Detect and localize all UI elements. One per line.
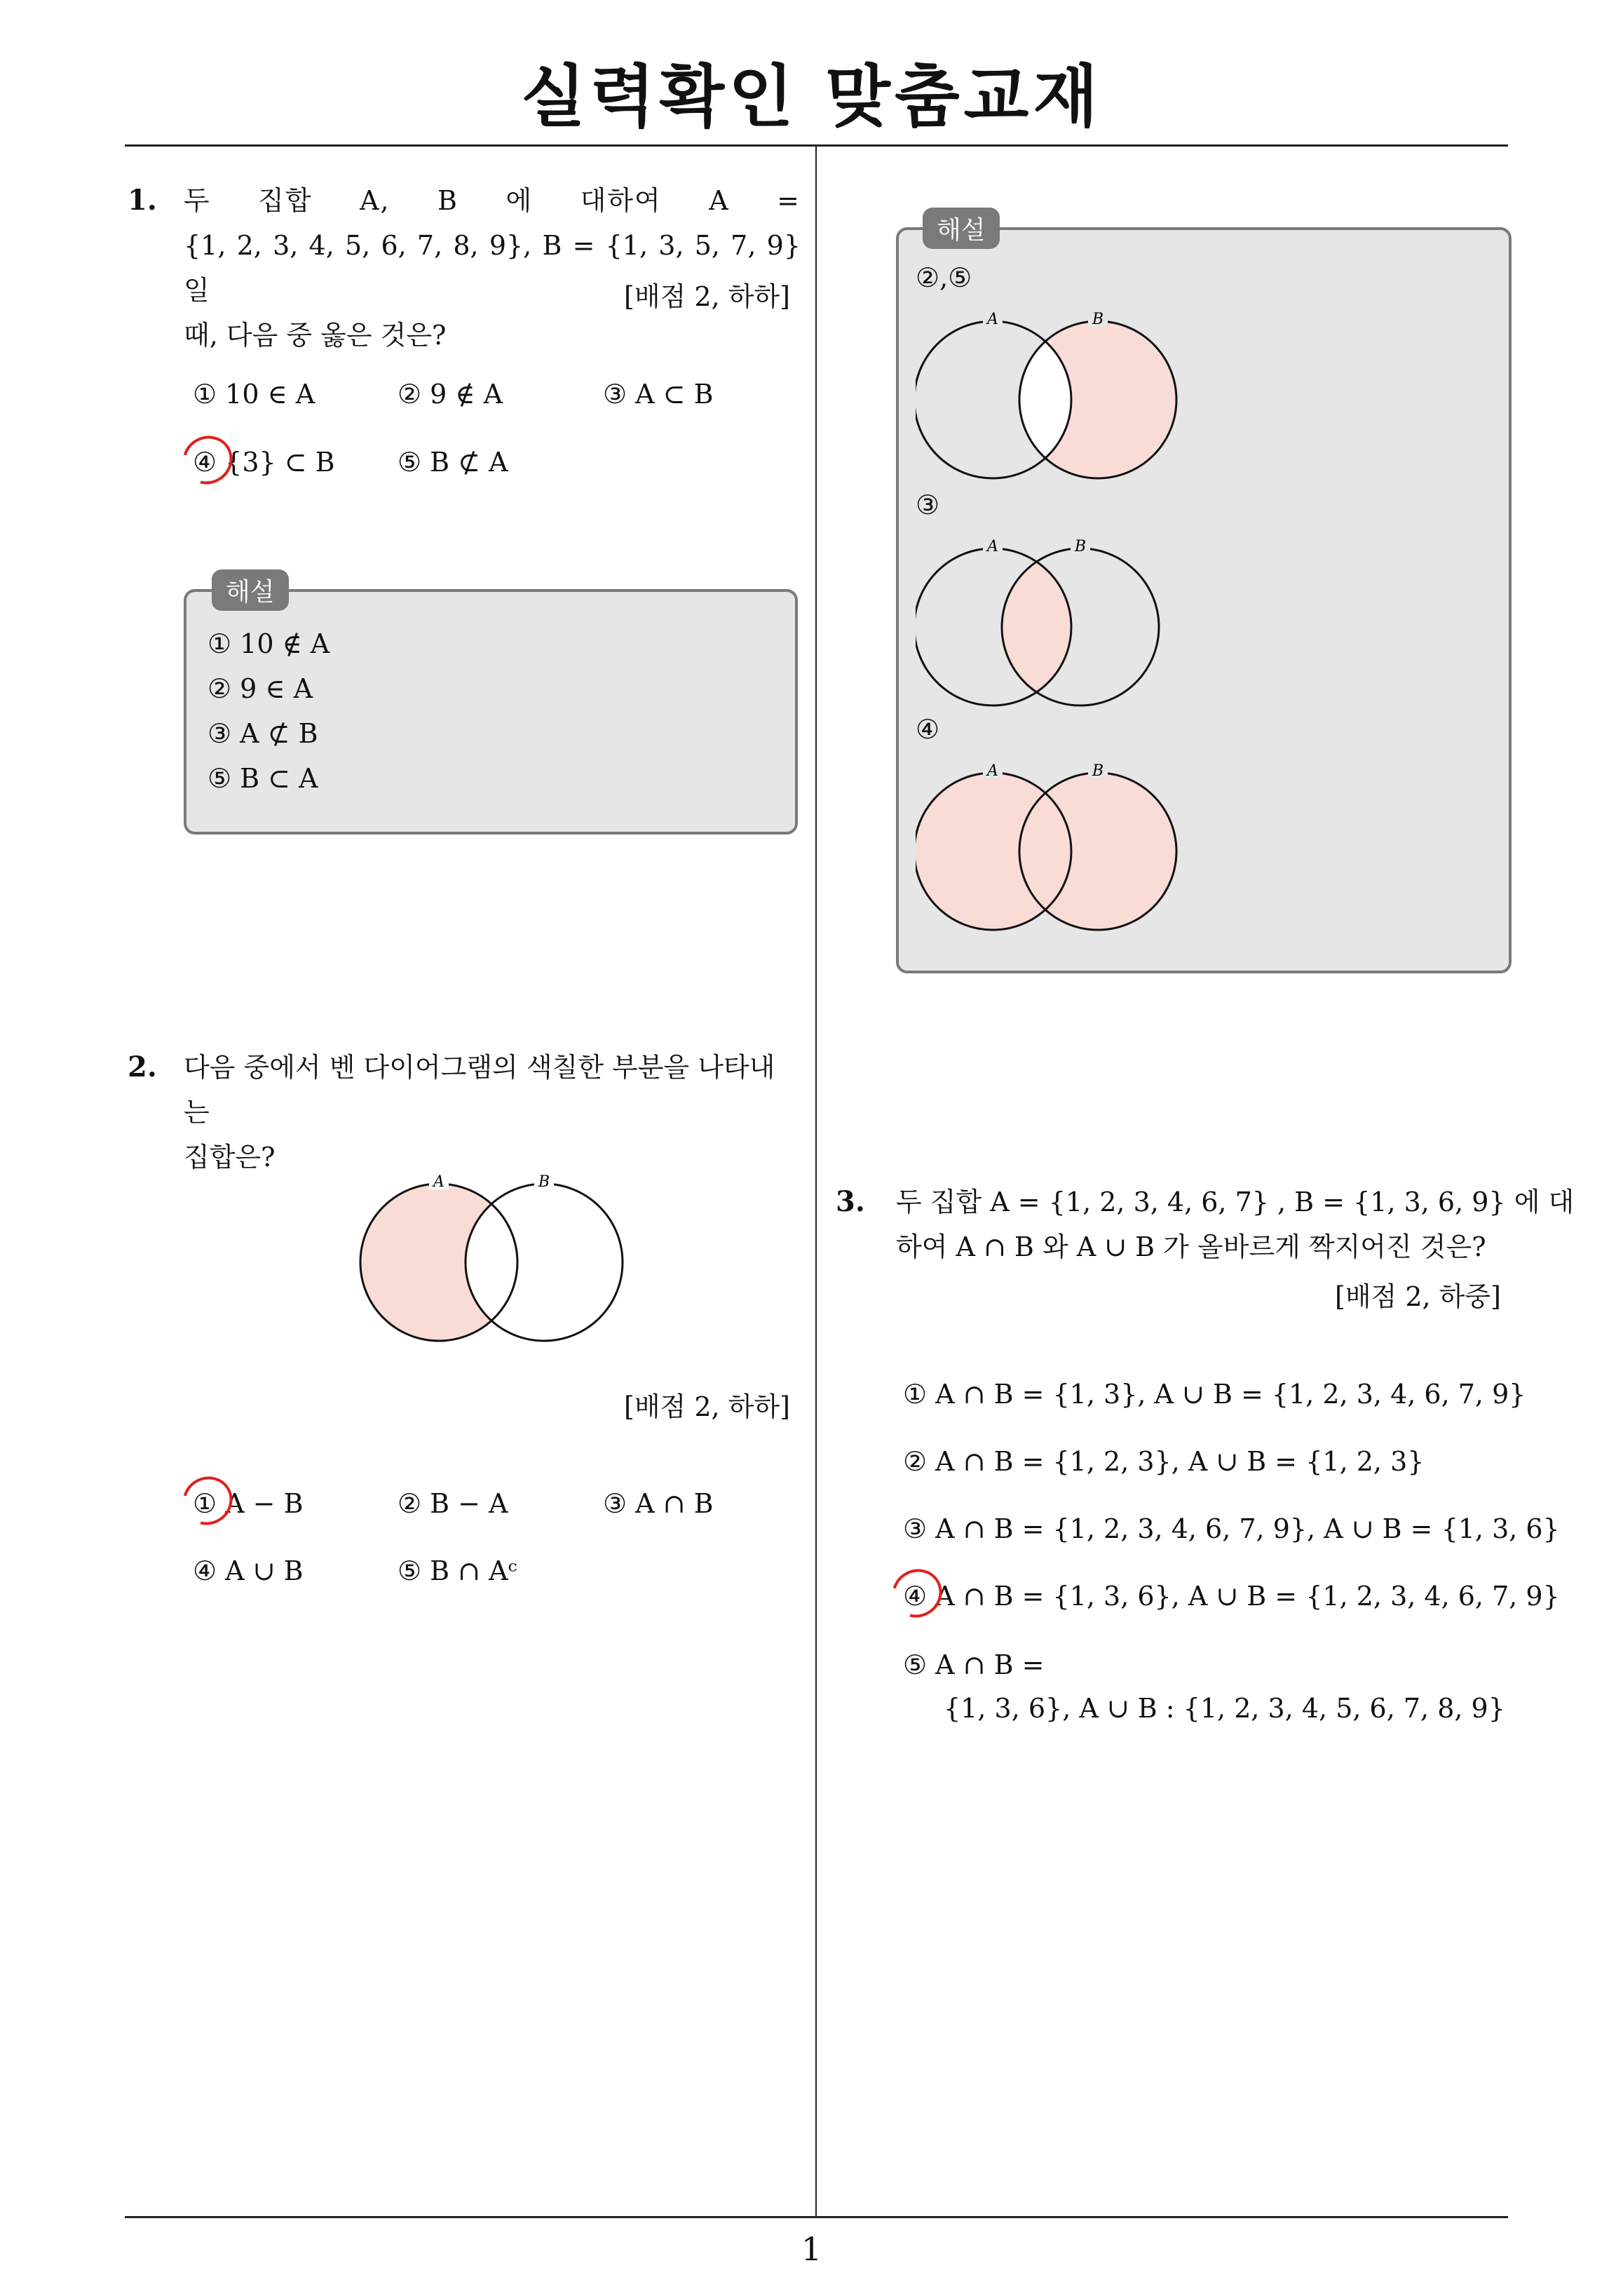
question-text-line: 하여 A ∩ B 와 A ∪ B 가 올바르게 짝지어진 것은? [896,1231,1486,1262]
option-5[interactable]: ⑤ B ∩ Aᶜ [398,1555,517,1586]
venn-label-b: B [1092,762,1104,780]
question-text-line: 두 집합 A = {1, 2, 3, 4, 6, 7} , B = {1, 3, 6, 9} 에 대 [896,1187,1575,1217]
venn-diagram-a-and-b [916,529,1196,711]
option-4[interactable]: ④ A ∩ B = {1, 3, 6}, A ∪ B = {1, 2, 3, 4, 6, 7, 9} [903,1581,1560,1612]
question-text-line: 집합은? [184,1142,276,1173]
option-1[interactable]: ① A − B [193,1488,304,1519]
option-4[interactable]: ④ A ∪ B [193,1555,304,1586]
solution-line: ⑤ B ⊂ A [208,763,318,794]
option-3[interactable]: ③ A ∩ B [603,1488,714,1519]
option-3[interactable]: ③ A ⊂ B [603,379,714,410]
venn-label-b: B [1074,538,1087,555]
option-1[interactable]: ① A ∩ B = {1, 3}, A ∪ B = {1, 2, 3, 4, 6, 7, 9} [903,1379,1526,1410]
solution-label: ③ [916,489,940,520]
venn-label-a: A [433,1173,444,1191]
answer-circle-mark [883,1560,951,1627]
option-2[interactable]: ② B − A [398,1488,508,1519]
solution-line: ② 9 ∈ A [208,673,313,704]
solution-box [184,589,798,835]
venn-label-b: B [538,1173,550,1191]
venn-label-a: A [987,311,998,328]
venn-label-a: A [987,538,998,555]
score-label: [배점 2, 하중] [1335,1281,1501,1312]
bottom-divider [125,2216,1508,2218]
question-text-line: {1, 2, 3, 4, 5, 6, 7, 8, 9}, B = {1, 3, 5, 7, 9} 일 [184,230,801,306]
option-4[interactable]: ④ {3} ⊂ B [193,447,335,478]
page-number: 1 [801,2230,822,2268]
score-label: [배점 2, 하하] [624,281,790,312]
option-5-continued: {1, 3, 6}, A ∪ B : {1, 2, 3, 4, 5, 6, 7, 8, 9} [944,1693,1505,1724]
venn-label-a: A [987,762,998,780]
question-number: 2. [128,1051,157,1083]
option-5[interactable]: ⑤ B ⊄ A [398,447,508,478]
option-2[interactable]: ② A ∩ B = {1, 2, 3}, A ∪ B = {1, 2, 3} [903,1446,1425,1477]
venn-diagram [355,1164,635,1346]
score-label: [배점 2, 하하] [624,1391,790,1422]
solution-label: ②,⑤ [916,262,972,293]
question-text-line: 다음 중에서 벤 다이어그램의 색칠한 부분을 나타내는 [184,1052,775,1128]
solution-label: ④ [916,714,940,745]
question-text-line: 두 집합 A, B 에 대하여 A = [184,185,801,216]
solution-tag: 해설 [923,208,1000,249]
question-number: 1. [128,184,157,217]
question-text [896,1180,1575,1269]
answer-circle-mark [174,427,241,494]
solution-line: ① 10 ∉ A [208,628,330,659]
option-5[interactable]: ⑤ A ∩ B = [903,1649,1045,1680]
option-3[interactable]: ③ A ∩ B = {1, 2, 3, 4, 6, 7, 9}, A ∪ B = {1, 3, 6} [903,1513,1560,1544]
venn-label-b: B [1092,311,1104,328]
option-2[interactable]: ② 9 ∉ A [398,379,503,410]
venn-diagram-a-or-b [916,753,1196,936]
venn-diagram-b-minus-a [916,302,1196,484]
question-text-line: 때, 다음 중 옳은 것은? [184,320,447,351]
column-divider [815,146,817,2217]
answer-circle-mark [174,1468,241,1534]
question-text [184,178,801,358]
option-1[interactable]: ① 10 ∈ A [193,379,315,410]
solution-line: ③ A ⊄ B [208,718,318,749]
question-number: 3. [836,1185,865,1218]
page-title: 실력확인 맞춤교재 [520,58,1103,136]
solution-tag: 해설 [212,569,289,611]
question-text [184,1045,801,1180]
